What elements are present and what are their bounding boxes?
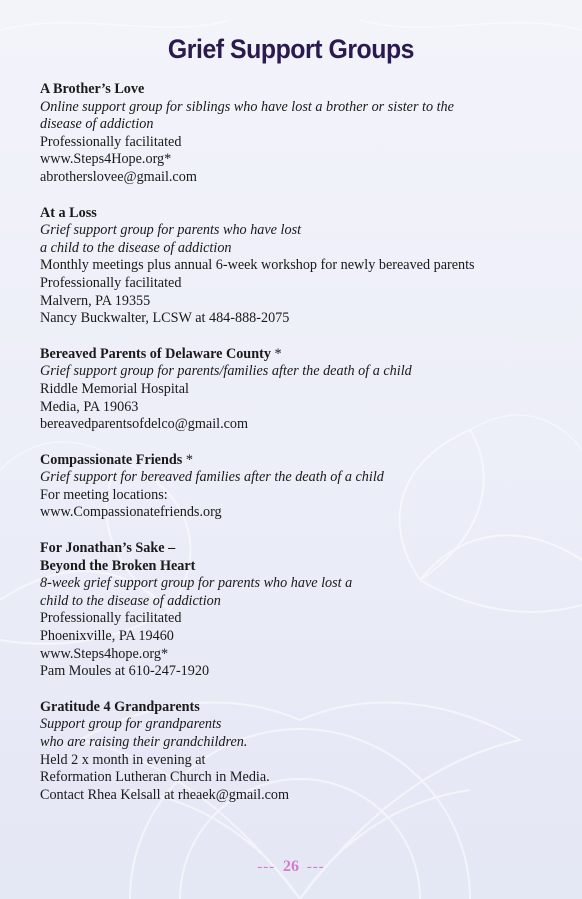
group-description: Support group for grandparents — [40, 716, 222, 733]
group-name — [40, 452, 560, 470]
group-detail: Riddle Memorial Hospital — [40, 380, 189, 397]
group-name — [40, 540, 560, 558]
support-group-entry — [40, 205, 560, 328]
group-detail: Malvern, PA 19355 — [40, 292, 151, 309]
group-name-text: For Jonathan’s Sake – — [40, 540, 176, 557]
group-detail: Held 2 x month in evening at — [40, 751, 206, 768]
group-name-text: Gratitude 4 Grandparents — [40, 698, 200, 715]
group-description: Grief support group for parents who have lost — [40, 222, 302, 239]
group-name — [40, 346, 560, 364]
group-name — [40, 699, 560, 717]
group-detail: Phoenixville, PA 19460 — [40, 628, 174, 645]
group-name-line2: Beyond the Broken Heart — [40, 557, 196, 574]
group-description: Grief support for bereaved families after the death of a child — [40, 469, 384, 486]
group-detail: abrotherslovee@gmail.com — [40, 168, 197, 185]
page-footer — [0, 858, 582, 876]
group-name — [40, 81, 560, 99]
group-detail: Professionally facilitated — [40, 133, 182, 150]
group-detail: For meeting locations: — [40, 486, 168, 503]
group-detail: www.Steps4hope.org* — [40, 645, 169, 662]
group-description: 8-week grief support group for parents who have lost a — [40, 575, 353, 592]
support-group-entry — [40, 540, 560, 681]
group-detail: Nancy Buckwalter, LCSW at 484-888-2075 — [40, 310, 290, 327]
group-name — [40, 205, 560, 223]
group-description: disease of addiction — [40, 116, 154, 133]
group-detail: Professionally facilitated — [40, 610, 182, 627]
group-description: Grief support group for parents/families after the death of a child — [40, 363, 412, 380]
support-group-list — [40, 81, 560, 822]
group-description: Online support group for siblings who have lost a brother or sister to the — [40, 98, 454, 115]
group-description: a child to the disease of addiction — [40, 239, 232, 256]
support-group-entry — [40, 81, 560, 187]
footer-dash-left: --- — [257, 859, 276, 875]
group-detail: Professionally facilitated — [40, 274, 182, 291]
group-description: child to the disease of addiction — [40, 592, 221, 609]
support-group-entry — [40, 699, 560, 805]
group-name-asterisk: * — [182, 451, 193, 468]
group-name-text: Compassionate Friends — [40, 451, 183, 468]
group-detail: Reformation Lutheran Church in Media. — [40, 769, 270, 786]
group-description: who are raising their grandchildren. — [40, 734, 248, 750]
group-detail: Media, PA 19063 — [40, 398, 139, 415]
support-group-entry — [40, 346, 560, 434]
page-title: Grief Support Groups — [167, 34, 415, 64]
footer-dash-right: --- — [306, 859, 325, 875]
group-name-asterisk: * — [270, 345, 282, 362]
group-detail: www.Compassionatefriends.org — [40, 504, 222, 521]
group-name-text: Bereaved Parents of Delaware County — [40, 345, 271, 362]
support-group-entry — [40, 452, 560, 522]
group-detail: Contact Rhea Kelsall at rheaek@gmail.com — [40, 786, 290, 803]
group-detail: Monthly meetings plus annual 6-week workshop for newly bereaved parents — [40, 257, 475, 274]
page-number: 26 — [283, 858, 299, 875]
group-detail: bereavedparentsofdelco@gmail.com — [40, 416, 249, 433]
group-detail: Pam Moules at 610-247-1920 — [40, 663, 210, 680]
group-name-text: A Brother’s Love — [40, 81, 145, 97]
group-detail: www.Steps4Hope.org* — [40, 151, 172, 168]
group-name-text: At a Loss — [40, 204, 97, 221]
